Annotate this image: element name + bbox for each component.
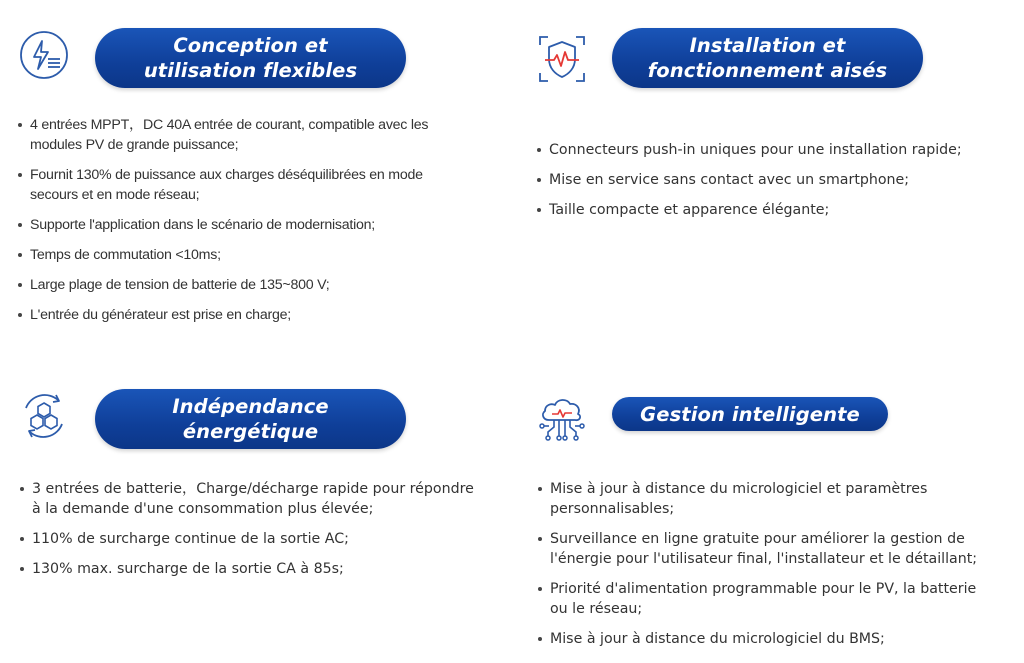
list-item: Fournit 130% de puissance aux charges déséquilibrées en mode secours et en mode réseau; (18, 165, 463, 205)
section-title-line: utilisation flexibles (143, 59, 358, 82)
list-item: Supporte l'application dans le scénario de modernisation; (18, 215, 463, 235)
list-item: Taille compacte et apparence élégante; (537, 200, 997, 220)
section-title-pill (95, 389, 406, 449)
feature-list (18, 115, 463, 335)
list-item: Connecteurs push-in uniques pour une installation rapide; (537, 140, 997, 160)
list-item: 110% de surcharge continue de la sortie AC; (20, 529, 485, 549)
section-title-pill (95, 28, 406, 88)
list-item: L'entrée du générateur est prise en charge; (18, 305, 463, 325)
list-item: Mise à jour à distance du micrologiciel et paramètres personnalisables; (538, 479, 988, 519)
feature-list (537, 140, 997, 230)
section-title-line: énergétique (182, 420, 319, 443)
hexagon-cycle-icon (18, 390, 70, 442)
list-item: Temps de commutation <10ms; (18, 245, 463, 265)
list-item: 130% max. surcharge de la sortie CA à 85s; (20, 559, 485, 579)
section-title-pill (612, 397, 888, 431)
feature-list (20, 479, 485, 589)
list-item: Mise en service sans contact avec un smartphone; (537, 170, 997, 190)
lightning-lines-icon (18, 29, 70, 81)
list-item: Priorité d'alimentation programmable pour le PV, la batterie ou le réseau; (538, 579, 988, 619)
shield-heartbeat-icon (536, 33, 588, 85)
section-title-line: fonctionnement aisés (647, 59, 888, 82)
section-title-pill (612, 28, 923, 88)
list-item: 4 entrées MPPT，DC 40A entrée de courant, compatible avec les modules PV de grande puissance; (18, 115, 463, 155)
list-item: 3 entrées de batterie，Charge/décharge rapide pour répondre à la demande d'une consommation plus élevée; (20, 479, 485, 519)
feature-list (538, 479, 988, 659)
list-item: Large plage de tension de batterie de 135~800 V; (18, 275, 463, 295)
list-item: Surveillance en ligne gratuite pour améliorer la gestion de l'énergie pour l'utilisateur final, l'installateur et le détaillant; (538, 529, 988, 569)
section-title-line: Installation et (689, 34, 846, 57)
section-title-line: Conception et (173, 34, 328, 57)
section-title-line: Indépendance (172, 395, 329, 418)
list-item: Mise à jour à distance du micrologiciel du BMS; (538, 629, 988, 649)
section-title-line: Gestion intelligente (640, 402, 860, 426)
cloud-circuit-icon (536, 392, 588, 444)
